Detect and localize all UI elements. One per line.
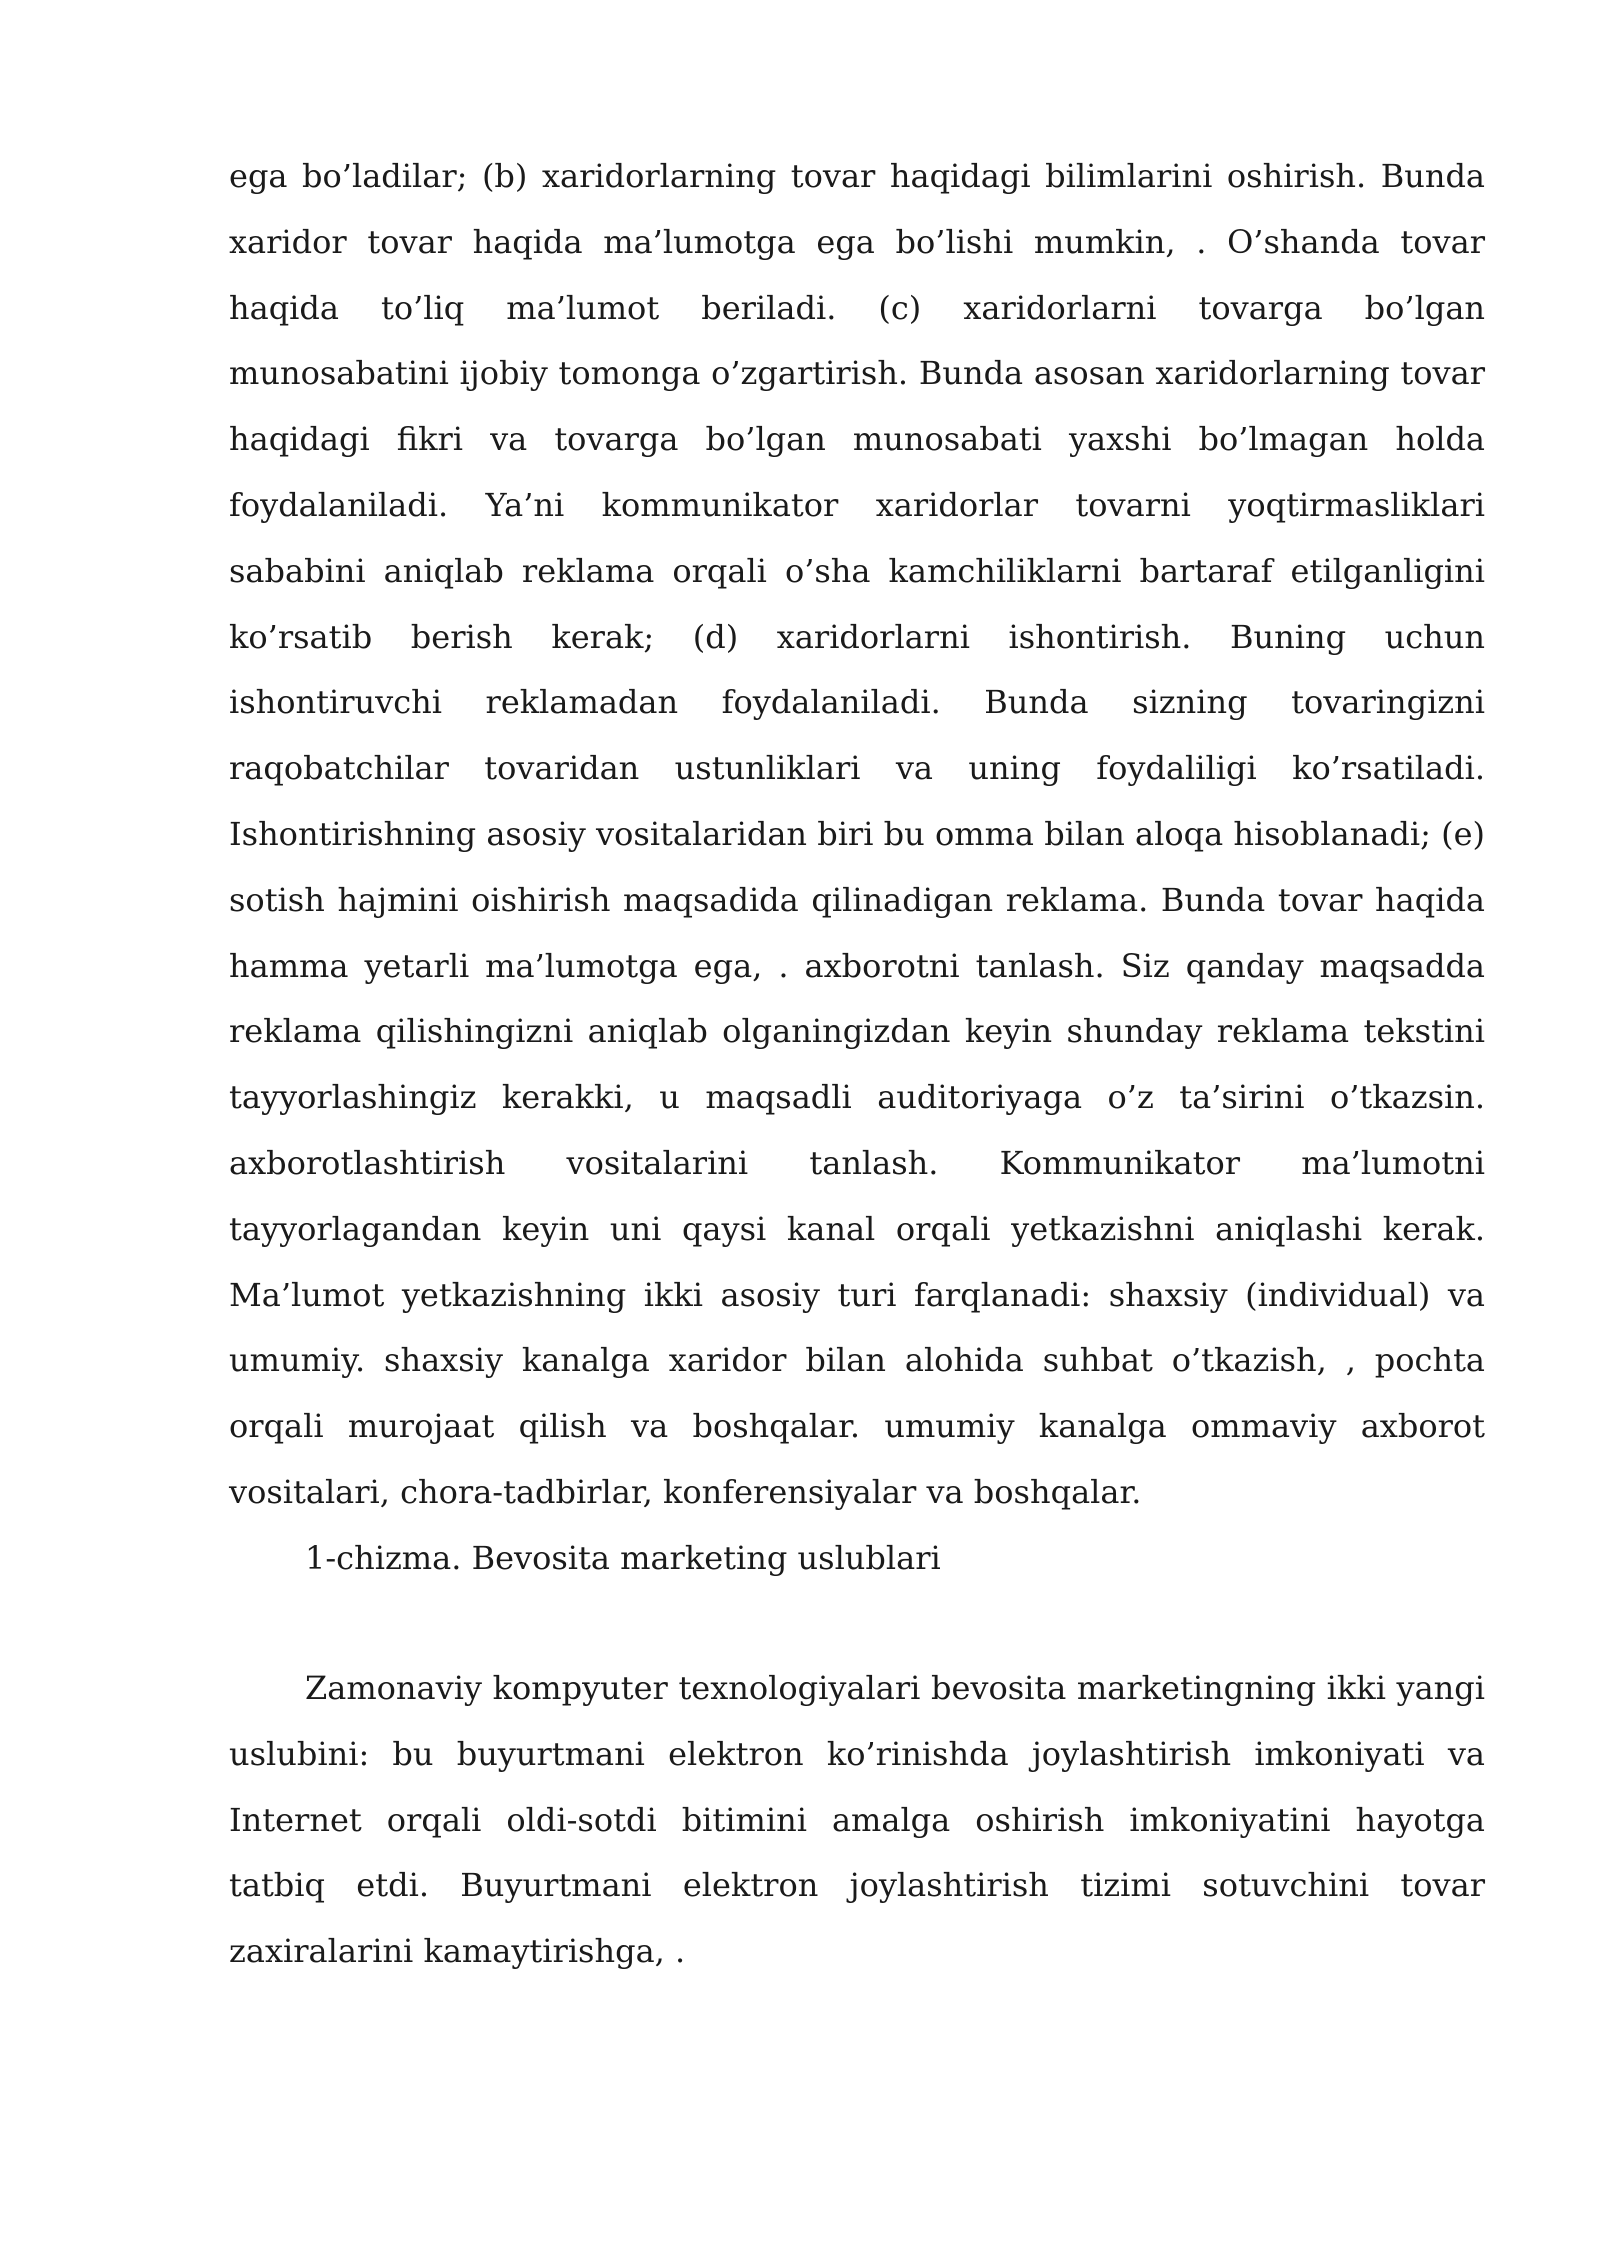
body-paragraph-2: Zamonaviy kompyuter texnologiyalari bevosita marketingning ikki yangi uslubini: bu buyurtmani elektron ko’rinishda joylashtirish imkoniyati va Internet orqali oldi-sotdi bitimini amalga oshirish imkoniyatini hayotga tatbiq etdi. Buyurtmani elektron joylashtirish tizimi sotuvchini tovar zaxiralarini kamaytirishga, . xyxy=(229,1669,1485,1971)
body-paragraph-1: ega bo’ladilar; (b) xaridorlarning tovar haqidagi bilimlarini oshirish. Bunda xaridor tovar haqida ma’lumotga ega bo’lishi mumkin, . O’shanda tovar haqida to’liq ma’lumot beriladi. (c) xaridorlarni tovarga bo’lgan munosabatini ijobiy tomonga o’zgartirish. Bunda asosan xaridorlarning tovar haqidagi fikri va tovarga bo’lgan munosabati yaxshi bo’lmagan holda foydalaniladi. Ya’ni kommunikator xaridorlar tovarni yoqtirmasliklari sababini aniqlab reklama orqali o’sha kamchiliklarni bartaraf etilganligini ko’rsatib berish kerak; (d) xaridorlarni ishontirish. Buning uchun ishontiruvchi reklamadan foydalaniladi. Bunda sizning tovaringizni raqobatchilar tovaridan ustunliklari va uning foydaliligi ko’rsatiladi. Ishontirishning asosiy vositalaridan biri bu omma bilan aloqa hisoblanadi; (e) sotish hajmini oishirish maqsadida qilinadigan reklama. Bunda tovar haqida hamma yetarli ma’lumotga ega, . axborotni tanlash. Siz qanday maqsadda reklama qilishingizni aniqlab olganingizdan keyin shunday reklama tekstini tayyorlashingiz kerakki, u maqsadli auditoriyaga o’z ta’sirini o’tkazsin. axborotlashtirish vositalarini tanlash. Kommunikator ma’lumotni tayyorlagandan keyin uni qaysi kanal orqali yetkazishni aniqlashi kerak. Ma’lumot yetkazishning ikki asosiy turi farqlanadi: shaxsiy (individual) va umumiy. shaxsiy kanalga xaridor bilan alohida suhbat o’tkazish, , pochta orqali murojaat qilish va boshqalar. umumiy kanalga ommaviy axborot vositalari, chora-tadbirlar, konferensiyalar va boshqalar. xyxy=(229,157,1485,1511)
figure-caption: 1-chizma. Bevosita marketing uslublari xyxy=(305,1539,941,1577)
